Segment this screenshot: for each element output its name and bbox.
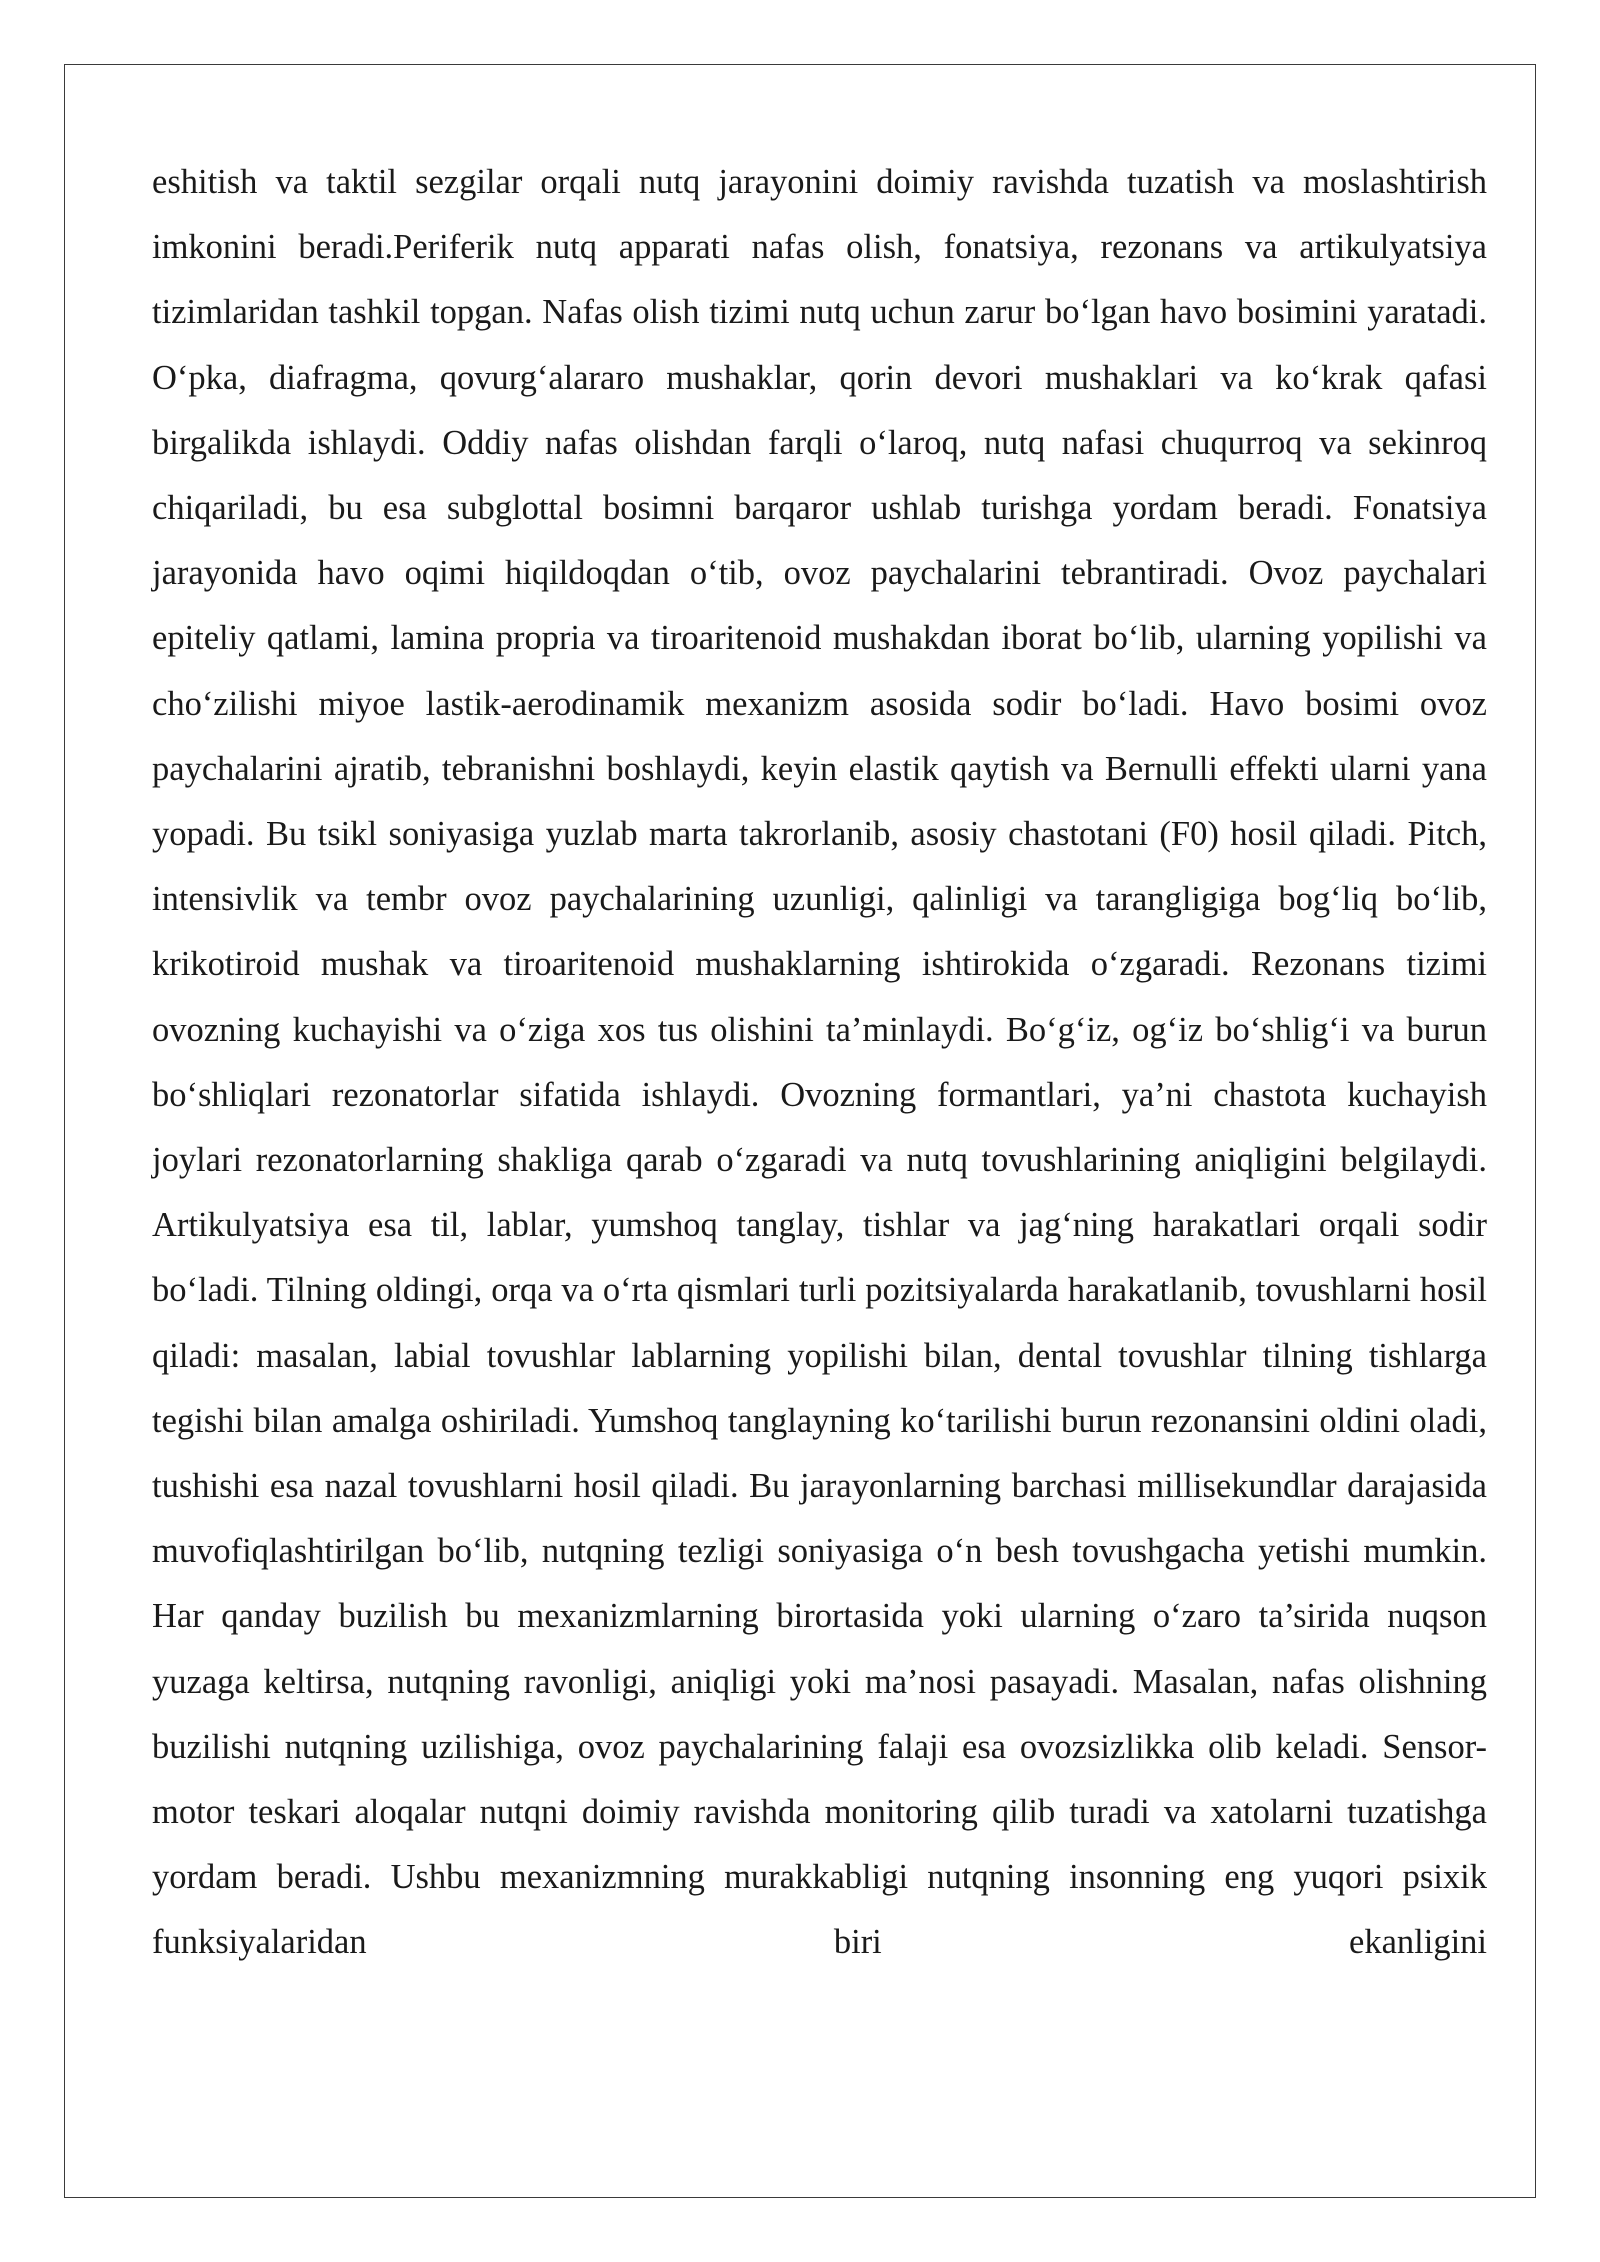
- body-paragraph: eshitish va taktil sezgilar orqali nutq jarayonini doimiy ravishda tuzatish va moslashtirish imkonini beradi.Periferik nutq apparati nafas olish, fonatsiya, rezonans va artikulyatsiya tizimlaridan tashkil topgan. Nafas olish tizimi nutq uchun zarur bo‘lgan havo bosimini yaratadi. O‘pka, diafragma, qovurg‘alararo mushaklar, qorin devori mushaklari va ko‘krak qafasi birgalikda ishlaydi. Oddiy nafas olishdan farqli o‘laroq, nutq nafasi chuqurroq va sekinroq chiqariladi, bu esa subglottal bosimni barqaror ushlab turishga yordam beradi. Fonatsiya jarayonida havo oqimi hiqildoqdan o‘tib, ovoz paychalarini tebrantiradi. Ovoz paychalari epiteliy qatlami, lamina propria va tiroaritenoid mushakdan iborat bo‘lib, ularning yopilishi va cho‘zilishi miyoe lastik-aerodinamik mexanizm asosida sodir bo‘ladi. Havo bosimi ovoz paychalarini ajratib, tebranishni boshlaydi, keyin elastik qaytish va Bernulli effekti ularni yana yopadi. Bu tsikl soniyasiga yuzlab marta takrorlanib, asosiy chastotani (F0) hosil qiladi. Pitch, intensivlik va tembr ovoz paychalarining uzunligi, qalinligi va tarangligiga bog‘liq bo‘lib, krikotiroid mushak va tiroaritenoid mushaklarning ishtirokida o‘zgaradi. Rezonans tizimi ovozning kuchayishi va o‘ziga xos tus olishini ta’minlaydi. Bo‘g‘iz, og‘iz bo‘shlig‘i va burun bo‘shliqlari rezonatorlar sifatida ishlaydi. Ovozning formantlari, ya’ni chastota kuchayish joylari rezonatorlarning shakliga qarab o‘zgaradi va nutq tovushlarining aniqligini belgilaydi. Artikulyatsiya esa til, lablar, yumshoq tanglay, tishlar va jag‘ning harakatlari orqali sodir bo‘ladi. Tilning oldingi, orqa va o‘rta qismlari turli pozitsiyalarda harakatlanib, tovushlarni hosil qiladi: masalan, labial tovushlar lablarning yopilishi bilan, dental tovushlar tilning tishlarga tegishi bilan amalga oshiriladi. Yumshoq tanglayning ko‘tarilishi burun rezonansini oldini oladi, tushishi esa nazal tovushlarni hosil qiladi. Bu jarayonlarning barchasi millisekundlar darajasida muvofiqlashtirilgan bo‘lib, nutqning tezligi soniyasiga o‘n besh tovushgacha yetishi mumkin. Har qanday buzilish bu mexanizmlarning birortasida yoki ularning o‘zaro ta’sirida nuqson yuzaga keltirsa, nutqning ravonligi, aniqligi yoki ma’nosi pasayadi. Masalan, nafas olishning buzilishi nutqning uzilishiga, ovoz paychalarining falaji esa ovozsizlikka olib keladi. Sensor-motor teskari aloqalar nutqni doimiy ravishda monitoring qilib turadi va xatolarni tuzatishga yordam beradi. Ushbu mexanizmning murakkabligi nutqning insonning eng yuqori psixik funksiyalaridan biri ekanligini: [152, 163, 1487, 1962]
